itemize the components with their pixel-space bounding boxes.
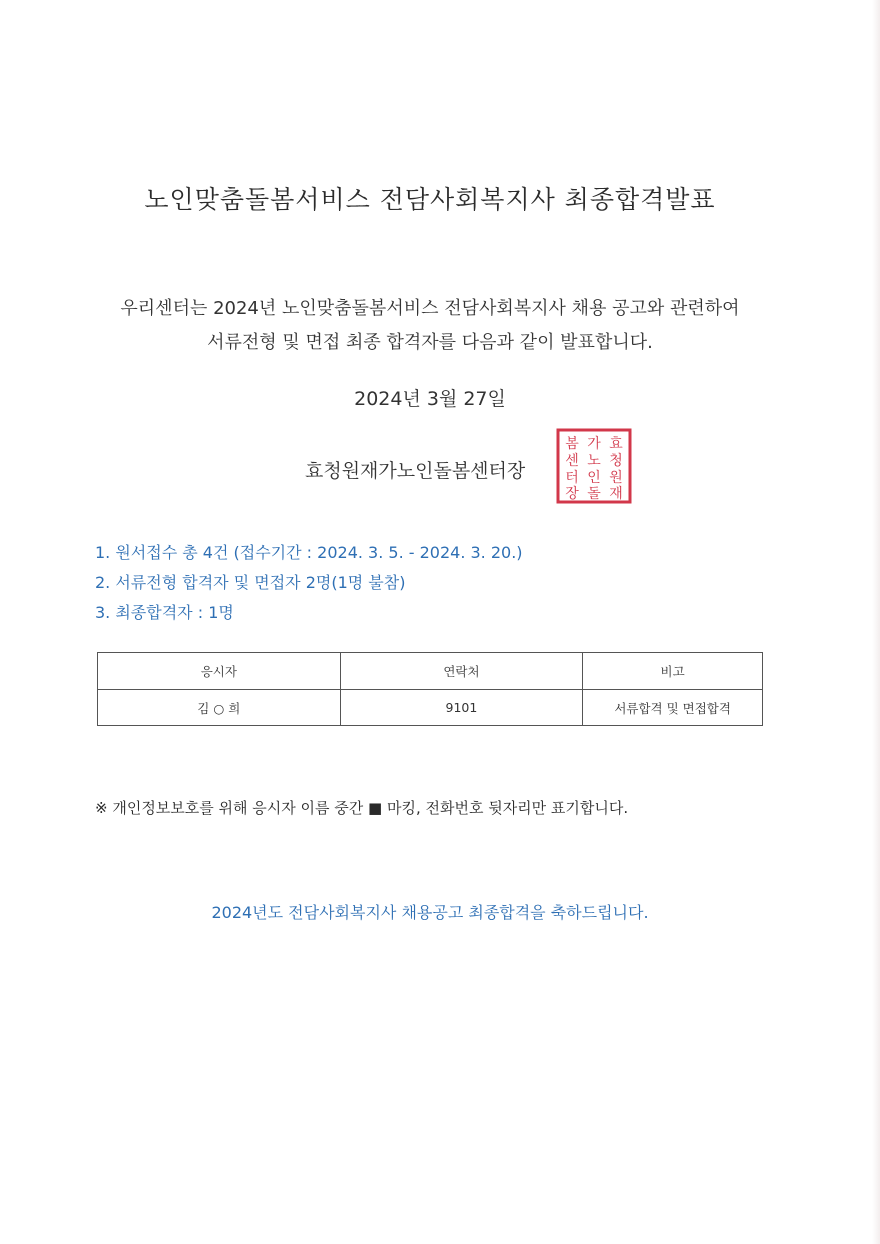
seal-glyph: 가 (587, 436, 601, 452)
seal-glyph: 센 (565, 453, 579, 469)
list-item: 1. 원서접수 총 4건 (접수기간 : 2024. 3. 5. - 2024. 3. 20.) (95, 543, 523, 562)
organization-name: 효청원재가노인돌봄센터장 (305, 460, 526, 482)
list-item: 3. 최종합격자 : 1명 (95, 603, 234, 622)
seal-glyph: 봄 (565, 436, 579, 452)
intro-line-2: 서류전형 및 면접 최종 합격자를 다음과 같이 발표합니다. (207, 332, 653, 353)
table-row (98, 690, 763, 726)
seal-glyph: 노 (587, 453, 601, 469)
privacy-note: ※ 개인정보보호를 위해 응시자 이름 중간 ■ 마킹, 전화번호 뒷자리만 표기합니다. (95, 799, 629, 817)
page-edge (872, 0, 880, 1244)
seal-glyph: 원 (609, 470, 623, 486)
cell-applicant: 김 ○ 희 (98, 690, 341, 726)
cell-contact: 9101 (340, 690, 583, 726)
column-header-remarks: 비고 (583, 653, 763, 690)
intro-paragraph (0, 292, 860, 360)
summary-list (95, 538, 523, 628)
seal-glyph: 청 (609, 453, 623, 469)
list-item: 2. 서류전형 합격자 및 면접자 2명(1명 불참) (95, 573, 406, 592)
table-header-row (98, 653, 763, 690)
seal-glyph: 효 (609, 436, 623, 452)
intro-line-1: 우리센터는 2024년 노인맞춤돌봄서비스 전담사회복지사 채용 공고와 관련하여 (120, 298, 740, 319)
seal-glyph: 장 (565, 486, 579, 502)
results-table (97, 652, 763, 726)
document-title: 노인맞춤돌봄서비스 전담사회복지사 최종합격발표 (144, 185, 716, 214)
seal-glyph: 터 (565, 470, 579, 486)
column-header-contact: 연락처 (340, 653, 583, 690)
seal-glyph: 인 (587, 470, 601, 486)
congratulations-message: 2024년도 전담사회복지사 채용공고 최종합격을 축하드립니다. (211, 903, 649, 922)
seal-glyph: 돌 (587, 486, 601, 502)
seal-glyph: 재 (609, 486, 623, 502)
column-header-applicant: 응시자 (98, 653, 341, 690)
announcement-date: 2024년 3월 27일 (354, 388, 506, 410)
official-seal (556, 428, 632, 504)
cell-remarks: 서류합격 및 면접합격 (583, 690, 763, 726)
